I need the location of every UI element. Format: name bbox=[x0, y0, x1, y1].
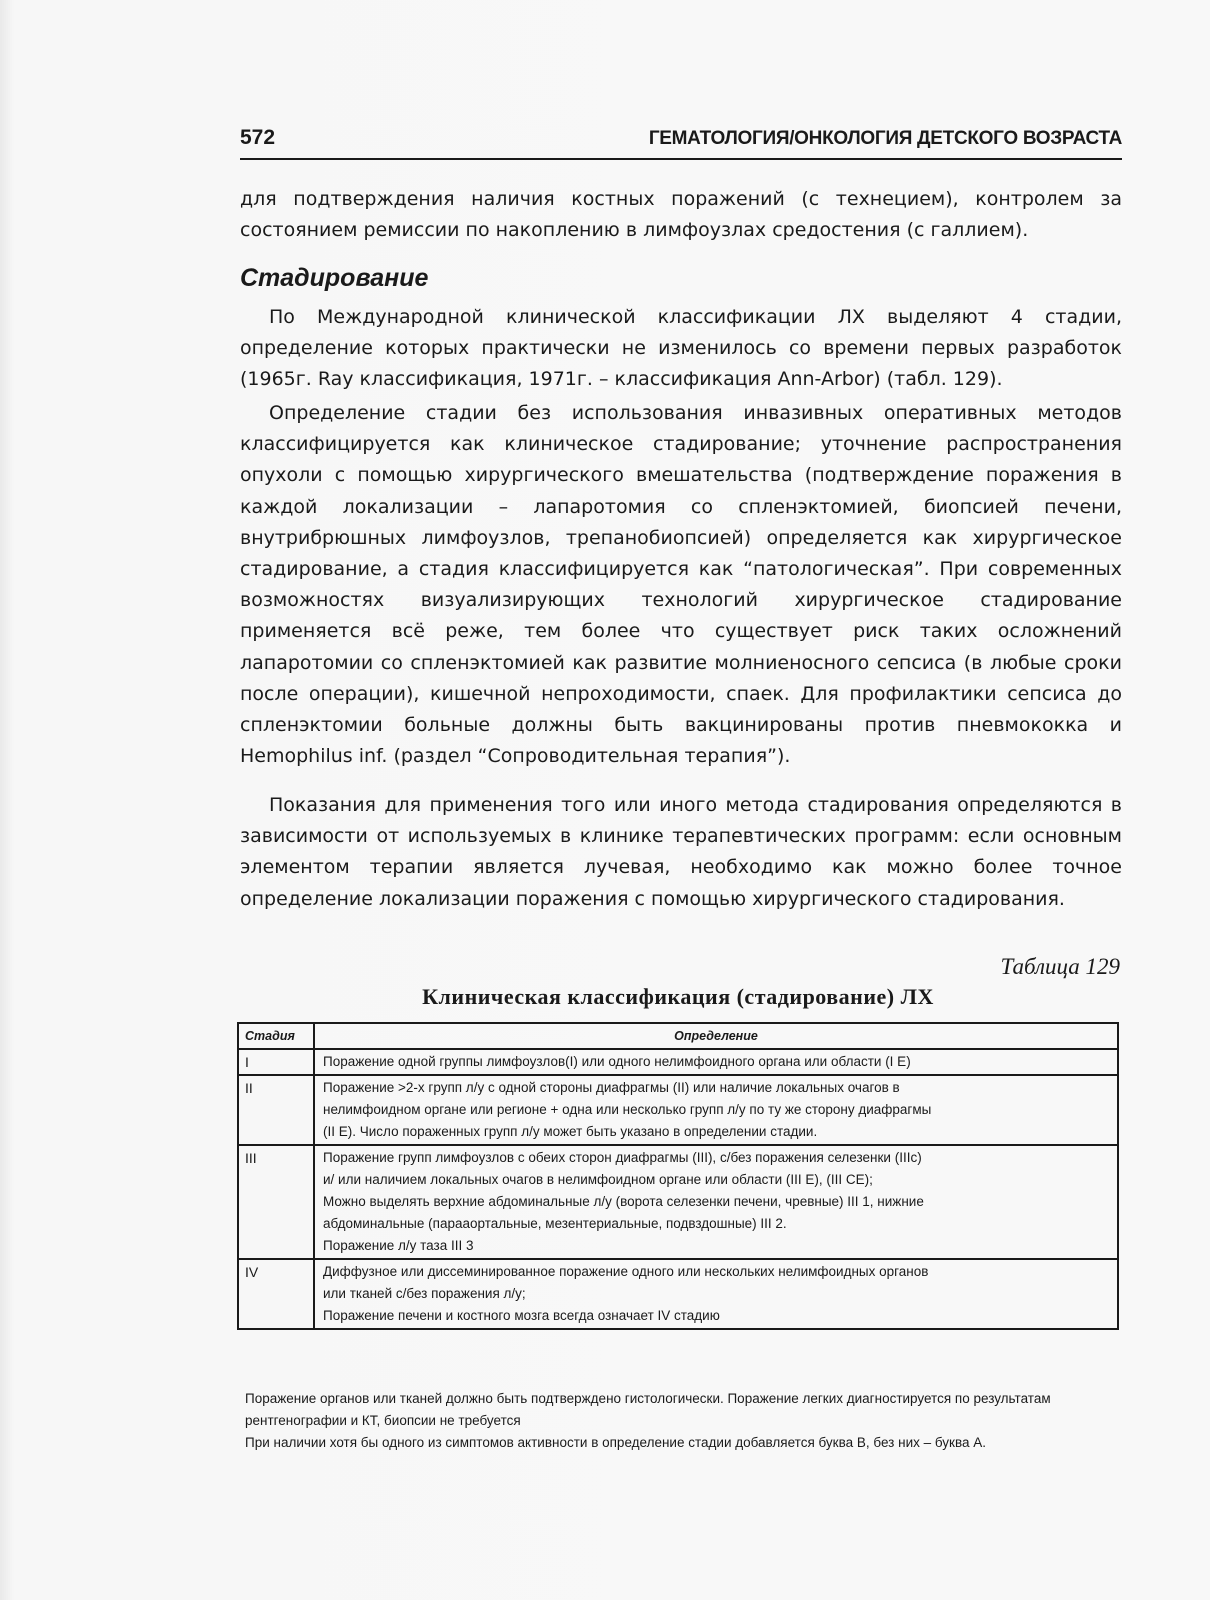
table-caption: Таблица 129 bbox=[1000, 954, 1120, 979]
definition-cell bbox=[314, 1259, 1118, 1329]
page-number: 572 bbox=[240, 126, 276, 149]
definition-line: и/ или наличием локальных очагов в нелимфоидном органе или области (III E), (III CE); bbox=[323, 1172, 873, 1187]
definition-line: нелимфоидном органе или регионе + одна или несколько групп л/у по ту же сторону диафрагмы bbox=[323, 1102, 932, 1117]
definition-line: Можно выделять верхние абдоминальные л/у (ворота селезенки печени, чревные) III 1, нижние bbox=[323, 1194, 924, 1209]
definition-line: Поражение печени и костного мозга всегда означает IV стадию bbox=[323, 1308, 720, 1323]
definition-line: Поражение одной группы лимфоузлов(I) или одного нелимфоидного органа или области (I E) bbox=[323, 1054, 911, 1069]
paragraph-1: По Международной клинической классификации ЛХ выделяют 4 стадии, определение которых практически не изменилось со времени первых разработок (1965г. Ray классификация, 1971г. – классификация Ann-Arbor) (табл. 129). bbox=[240, 306, 1122, 391]
table-row bbox=[238, 1075, 1118, 1145]
footnote: Поражение органов или тканей должно быть подтверждено гистологически. Поражение легких диагностируется по результатам рентгенографии и КТ, биопсии не требуется bbox=[245, 1391, 1051, 1428]
definition-line: (II E). Число пораженных групп л/у может быть указано в определении стадии. bbox=[323, 1124, 818, 1139]
header-definition: Определение bbox=[314, 1023, 1118, 1049]
table-row bbox=[238, 1049, 1118, 1075]
definition-line: Поражение групп лимфоузлов с обеих сторон диафрагмы (III), с/без поражения селезенки (IIIс) bbox=[323, 1150, 922, 1165]
definition-line: Диффузное или диссеминированное поражение одного или нескольких нелимфоидных органов bbox=[323, 1264, 929, 1279]
table-footnotes bbox=[245, 1388, 1105, 1454]
stage-cell: IV bbox=[238, 1259, 314, 1329]
page-header bbox=[240, 126, 1122, 160]
definition-line: или тканей с/без поражения л/у; bbox=[323, 1286, 526, 1301]
definition-cell bbox=[314, 1049, 1118, 1075]
section-heading: Стадирование bbox=[240, 264, 429, 292]
running-head: ГЕМАТОЛОГИЯ/ОНКОЛОГИЯ ДЕТСКОГО ВОЗРАСТА bbox=[648, 128, 1122, 149]
header-stage: Стадия bbox=[238, 1023, 314, 1049]
footnote: При наличии хотя бы одного из симптомов активности в определение стадии добавляется буква В, без них – буква А. bbox=[245, 1435, 986, 1450]
definition-line: абдоминальные (парааортальные, мезентериальные, подвздошные) III 2. bbox=[323, 1216, 787, 1231]
definition-line: Поражение >2-х групп л/у с одной стороны диафрагмы (II) или наличие локальных очагов в bbox=[323, 1080, 900, 1095]
paragraph-3: Показания для применения того или иного метода стадирования определяются в зависимости от используемых в клинике терапевтических программ: если основным элементом терапии является лучевая, необходимо как можно более точное определение локализации поражения с помощью хирургического стадирования. bbox=[240, 794, 1122, 910]
stage-cell: I bbox=[238, 1049, 314, 1075]
table-title: Клиническая классификация (стадирование) ЛХ bbox=[422, 984, 934, 1009]
paragraph-2: Определение стадии без использования инвазивных оперативных методов классифицируется как клиническое стадирование; уточнение распространения опухоли с помощью хирургического вмешательства (подтверждение поражения в каждой локализации – лапаротомия со спленэктомией, биопсией печени, внутрибрюшных лимфоузлов, трепанобиопсией) определяется как хирургическое стадирование, а стадия классифицируется как “патологическая”. При современных возможностях визуализирующих технологий хирургическое стадирование применяется всё реже, тем более что существует риск таких осложнений лапаротомии со спленэктомией как развитие молниеносного сепсиса (в любые сроки после операции), кишечной непроходимости, спаек. Для профилактики сепсиса до спленэктомии больные должны быть вакцинированы против пневмококка и Hemophilus inf. (раздел “Сопроводительная терапия”). bbox=[240, 402, 1122, 768]
stage-cell: III bbox=[238, 1145, 314, 1259]
definition-line: Поражение л/у таза III 3 bbox=[323, 1238, 474, 1253]
intro-paragraph: для подтверждения наличия костных поражений (с технецием), контролем за состоянием ремиссии по накоплению в лимфоузлах средостения (с галлием). bbox=[240, 188, 1122, 242]
stage-cell: II bbox=[238, 1075, 314, 1145]
definition-cell bbox=[314, 1145, 1118, 1259]
staging-table bbox=[237, 1022, 1119, 1330]
table-row bbox=[238, 1259, 1118, 1329]
definition-cell bbox=[314, 1075, 1118, 1145]
table-header-row bbox=[238, 1023, 1118, 1049]
table-row bbox=[238, 1145, 1118, 1259]
